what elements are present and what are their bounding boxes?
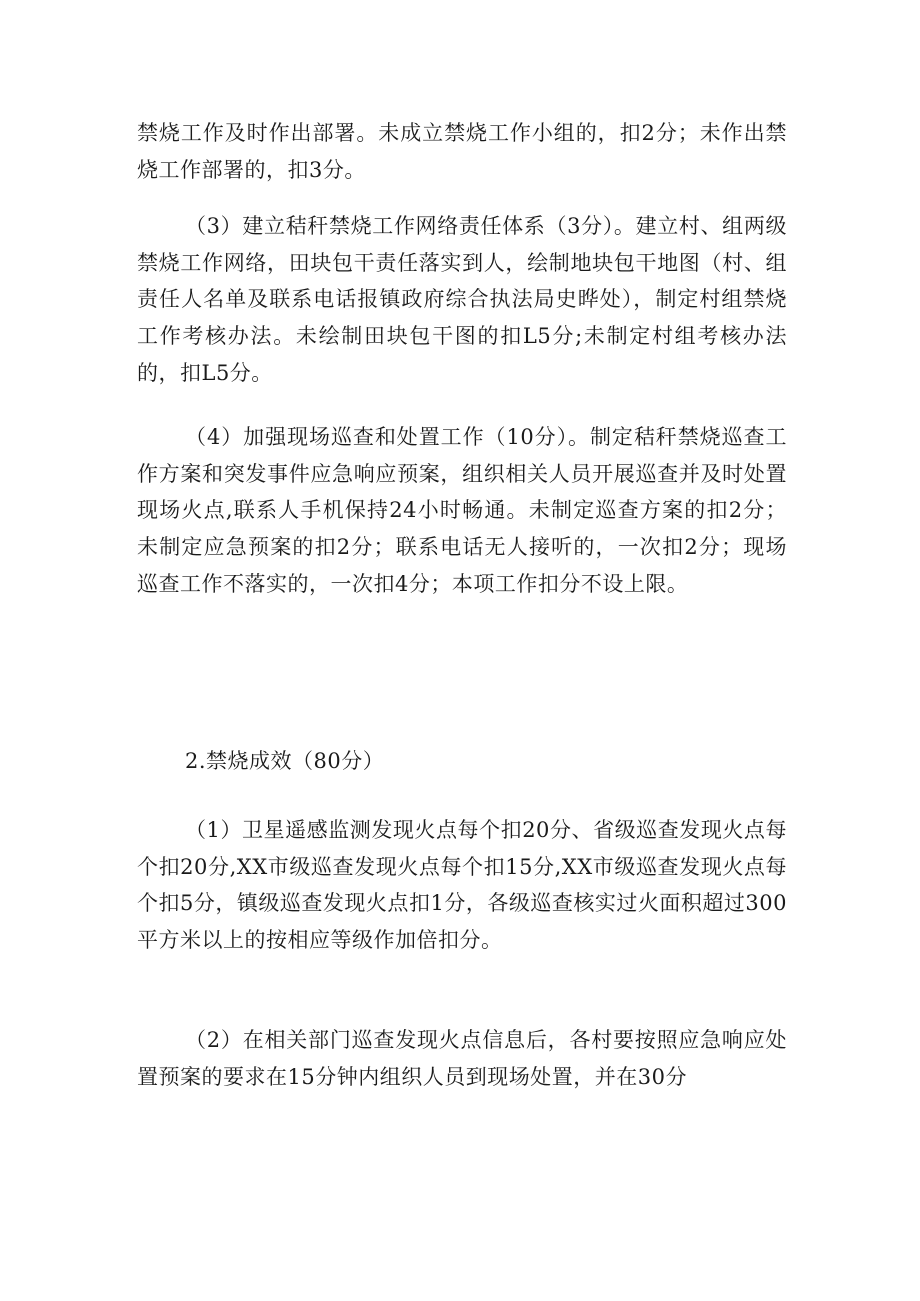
paragraph-item-3: （3）建立秸秆禁烧工作网络责任体系（3分）。建立村、组两级禁烧工作网络，田块包干责任落实到人，绘制地块包干地图（村、组责任人名单及联系电话报镇政府综合执法局史晔处），制定村组禁烧工作考核办法。未绘制田块包干图的扣L5分;未制定村组考核办法的，扣L5分。: [137, 214, 787, 385]
section-heading-2: 2.禁烧成效（80分）: [185, 749, 385, 773]
paragraph-continuation: 禁烧工作及时作出部署。未成立禁烧工作小组的，扣2分；未作出禁烧工作部署的，扣3分。: [137, 121, 787, 182]
paragraph-item-2: （2）在相关部门巡查发现火点信息后，各村要按照应急响应处置预案的要求在15分钟内组织人员到现场处置，并在30分: [137, 1028, 787, 1089]
paragraph-item-4: （4）加强现场巡查和处置工作（10分）。制定秸秆禁烧巡查工作方案和突发事件应急响应预案，组织相关人员开展巡查并及时处置现场火点,联系人手机保持24小时畅通。未制定巡查方案的扣2分；未制定应急预案的扣2分；联系电话无人接听的，一次扣2分；现场巡查工作不落实的，一次扣4分；本项工作扣分不设上限。: [137, 425, 787, 596]
paragraph-item-1: （1）卫星遥感监测发现火点每个扣20分、省级巡查发现火点每个扣20分,XX市级巡查发现火点每个扣15分,XX市级巡查发现火点每个扣5分，镇级巡查发现火点扣1分，各级巡查核实过火面积超过300平方米以上的按相应等级作加倍扣分。: [137, 818, 787, 953]
